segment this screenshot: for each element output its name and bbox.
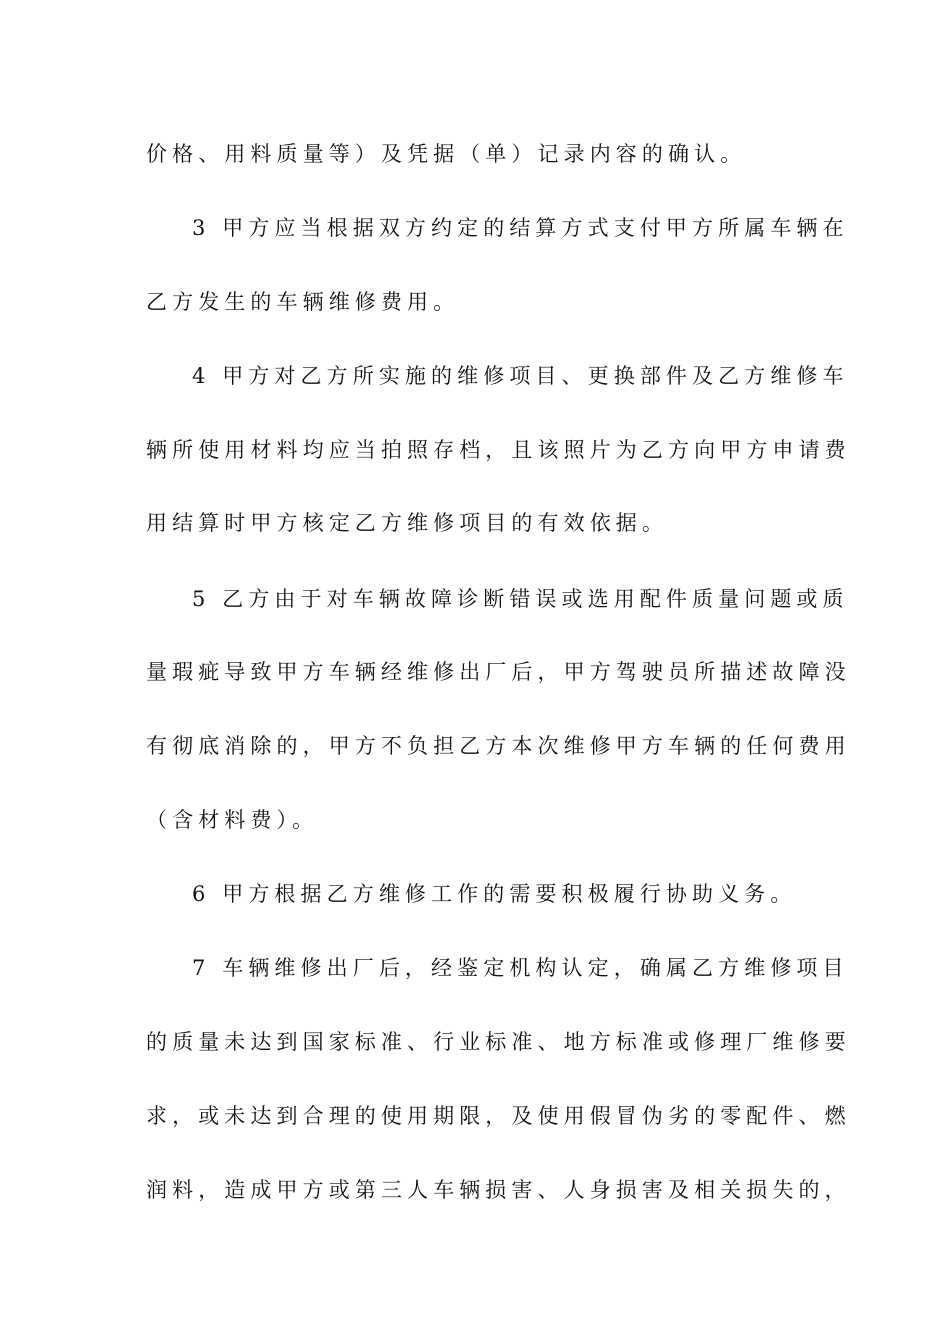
text-line: 润料，造成甲方或第三人车辆损害、人身损害及相关损失的， [146,1178,851,1202]
text-line: 辆所使用材料均应当拍照存档，且该照片为乙方向甲方申请费 [146,438,851,462]
text-line: 量瑕疵导致甲方车辆经维修出厂后，甲方驾驶员所描述故障没 [146,660,851,684]
clause-3-start: 3 甲方应当根据双方约定的结算方式支付甲方所属车辆在 [192,216,849,240]
text-line: 有彻底消除的，甲方不负担乙方本次维修甲方车辆的任何费用 [146,734,851,758]
clause-7-start: 7 车辆维修出厂后，经鉴定机构认定，确属乙方维修项目 [192,956,849,980]
text-line: 价格、用料质量等）及凭据（单）记录内容的确认。 [146,142,747,166]
text-line: 乙方发生的车辆维修费用。 [146,290,460,314]
clause-4-start: 4 甲方对乙方所实施的维修项目、更换部件及乙方维修车 [192,364,849,388]
clause-5-start: 5 乙方由于对车辆故障诊断错误或选用配件质量问题或质 [192,587,849,611]
text-line: 的质量未达到国家标准、行业标准、地方标准或修理厂维修要 [146,1030,851,1054]
text-line: 用结算时甲方核定乙方维修项目的有效依据。 [146,511,668,535]
clause-6-start: 6 甲方根据乙方维修工作的需要积极履行协助义务。 [192,882,797,906]
text-line: 求，或未达到合理的使用期限，及使用假冒伪劣的零配件、燃 [146,1104,851,1128]
text-line: （含材料费）。 [146,808,319,832]
